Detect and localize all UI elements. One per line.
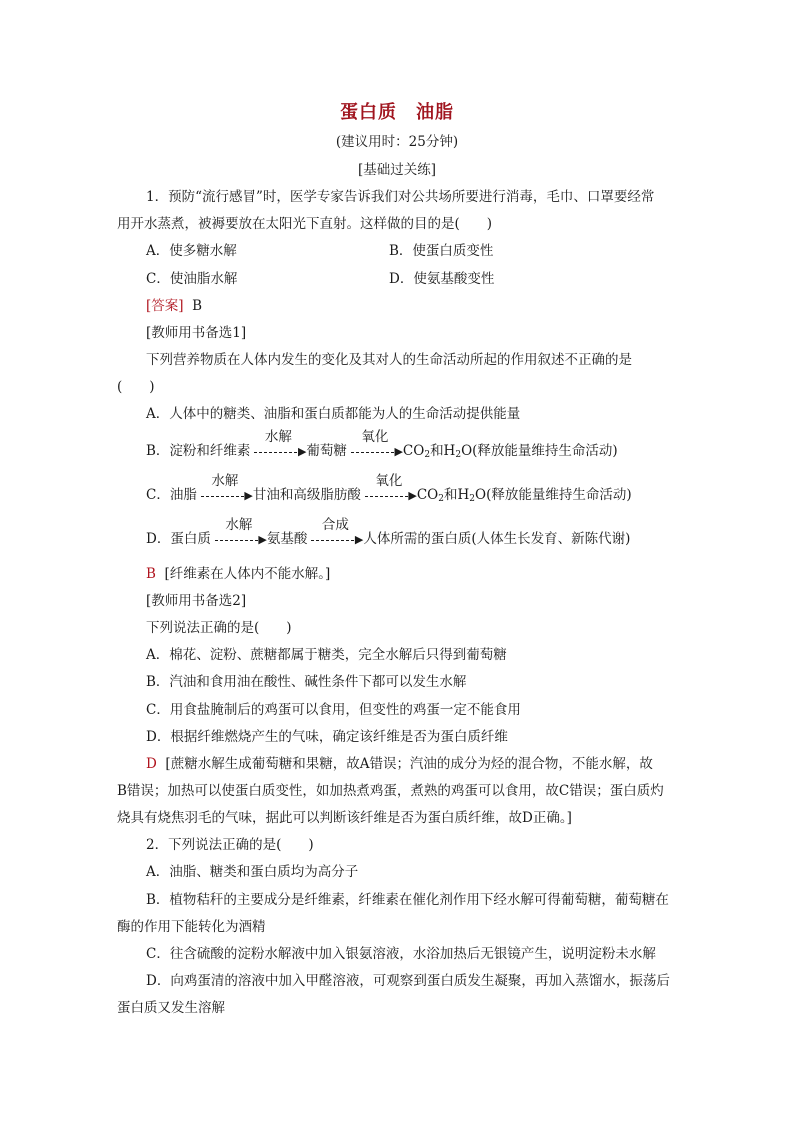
q2-option-a: A．油脂、糖类和蛋白质均为高分子 — [146, 864, 359, 880]
extra2-header: [教师用书备选2] — [146, 593, 247, 609]
answer-letter: B — [146, 566, 156, 582]
option-c-start: C．油脂 — [146, 487, 197, 503]
q2-option-d-line2: 蛋白质又发生溶解 — [117, 1000, 225, 1016]
formula-co: CO — [402, 443, 425, 459]
q2-option-c: C．往含硫酸的淀粉水解液中加入银氨溶液，水浴加热后无银镜产生，说明淀粉未水解 — [146, 946, 656, 962]
option-d-start: D．蛋白质 — [146, 531, 211, 547]
option-b-start: B．淀粉和纤维素 — [146, 443, 251, 459]
arrow-label: 水解 — [211, 473, 239, 489]
q2-option-b-line2: 酶的作用下能转化为酒精 — [117, 919, 266, 935]
q1-option-d: D．使氨基酸变性 — [389, 271, 495, 287]
q1-stem-line1: 1．预防“流行感冒”时，医学专家告诉我们对公共场所要进行消毒，毛巾、口罩要经常 — [146, 189, 655, 205]
extra1-option-d — [146, 517, 631, 549]
option-d-mid: 氨基酸 — [266, 531, 308, 547]
formula-co: CO — [416, 487, 439, 503]
option-b-end: O(释放能量维持生命活动) — [461, 443, 618, 459]
arrow-label: 水解 — [225, 517, 253, 533]
arrow-label: 氧化 — [361, 429, 389, 445]
arrow-head-icon: ▶ — [258, 533, 267, 546]
q2-option-d-line1: D．向鸡蛋清的溶液中加入甲醛溶液，可观察到蛋白质发生凝聚，再加入蒸馏水，振荡后 — [146, 973, 670, 989]
subscript: 2 — [424, 450, 431, 460]
reaction-arrow — [361, 473, 417, 505]
arrow-head-icon: ▶ — [394, 445, 403, 458]
formula-and-h: 和H — [430, 443, 456, 459]
answer-explanation: [蔗糖水解生成葡萄糖和果糖，故A错误；汽油的成分为烃的混合物，不能水解，故 — [165, 756, 653, 772]
extra2-option-c: C．用食盐腌制后的鸡蛋可以食用，但变性的鸡蛋一定不能食用 — [146, 702, 521, 718]
q1-stem-line2: 用开水蒸煮，被褥要放在太阳光下直射。这样做的目的是( ) — [117, 216, 493, 232]
extra2-stem: 下列说法正确的是( ) — [146, 620, 292, 636]
arrow-head-icon: ▶ — [244, 489, 253, 502]
extra2-option-b: B．汽油和食用油在酸性、碱性条件下都可以发生水解 — [146, 674, 467, 690]
reaction-arrow — [211, 517, 267, 549]
extra1-option-a: A．人体中的糖类、油脂和蛋白质都能为人的生命活动提供能量 — [146, 406, 521, 422]
extra2-answer-line3: 烧具有烧焦羽毛的气味，据此可以判断该纤维是否为蛋白质纤维，故D正确。] — [117, 810, 572, 826]
extra1-option-b — [146, 429, 618, 465]
extra1-option-c — [146, 473, 632, 509]
arrow-label: 氧化 — [375, 473, 403, 489]
arrow-head-icon: ▶ — [354, 533, 364, 546]
subscript: 2 — [469, 494, 475, 504]
q2-option-b-line1: B．植物秸秆的主要成分是纤维素，纤维素在催化剂作用下经水解可得葡萄糖，葡萄糖在 — [146, 892, 669, 908]
arrow-head-icon: ▶ — [408, 489, 417, 502]
time-note: (建议用时：25分钟) — [335, 134, 459, 150]
answer-tag: [答案] — [146, 298, 184, 314]
option-b-mid: 葡萄糖 — [306, 443, 347, 459]
extra1-header: [教师用书备选1] — [146, 325, 247, 341]
answer-letter: D — [146, 756, 157, 772]
q1-option-b: B．使蛋白质变性 — [389, 243, 494, 259]
section-heading: [基础过关练] — [357, 162, 437, 178]
option-c-mid: 甘油和高级脂肪酸 — [252, 487, 361, 503]
extra2-answer-line1 — [146, 754, 653, 774]
q1-option-c: C．使油脂水解 — [146, 271, 238, 287]
extra1-stem-line2: ( ) — [117, 379, 155, 395]
q2-stem: 2．下列说法正确的是( ) — [146, 837, 314, 853]
reaction-arrow — [197, 473, 253, 505]
answer-value: B — [192, 298, 203, 314]
subscript: 2 — [438, 494, 444, 504]
extra2-option-a: A．棉花、淀粉、蔗糖都属于糖类，完全水解后只得到葡萄糖 — [146, 647, 507, 663]
extra1-stem-line1: 下列营养物质在人体内发生的变化及其对人的生命活动所起的作用叙述不正确的是 — [146, 352, 632, 368]
extra2-option-d: D．根据纤维燃烧产生的气味，确定该纤维是否为蛋白质纤维 — [146, 729, 508, 745]
arrow-head-icon: ▶ — [297, 445, 307, 458]
page-title: 蛋白质 油脂 — [340, 102, 454, 123]
subscript: 2 — [455, 450, 462, 460]
q1-option-a: A．使多糖水解 — [146, 243, 237, 259]
extra1-answer — [146, 564, 330, 584]
reaction-arrow — [250, 429, 307, 461]
q1-answer — [146, 296, 202, 316]
arrow-label: 合成 — [321, 517, 349, 533]
formula-and-h: 和H — [443, 487, 470, 503]
extra2-answer-line2: B错误；加热可以使蛋白质变性，如加热煮鸡蛋，煮熟的鸡蛋可以食用，故C错误；蛋白质灼 — [117, 783, 664, 799]
option-c-end: O(释放能量维持生命活动) — [475, 487, 632, 503]
answer-explanation: [纤维素在人体内不能水解。] — [164, 566, 331, 582]
option-d-end: 人体所需的蛋白质(人体生长发育、新陈代谢) — [363, 531, 631, 547]
reaction-arrow — [347, 429, 403, 461]
arrow-label: 水解 — [264, 429, 292, 445]
reaction-arrow — [307, 517, 364, 549]
